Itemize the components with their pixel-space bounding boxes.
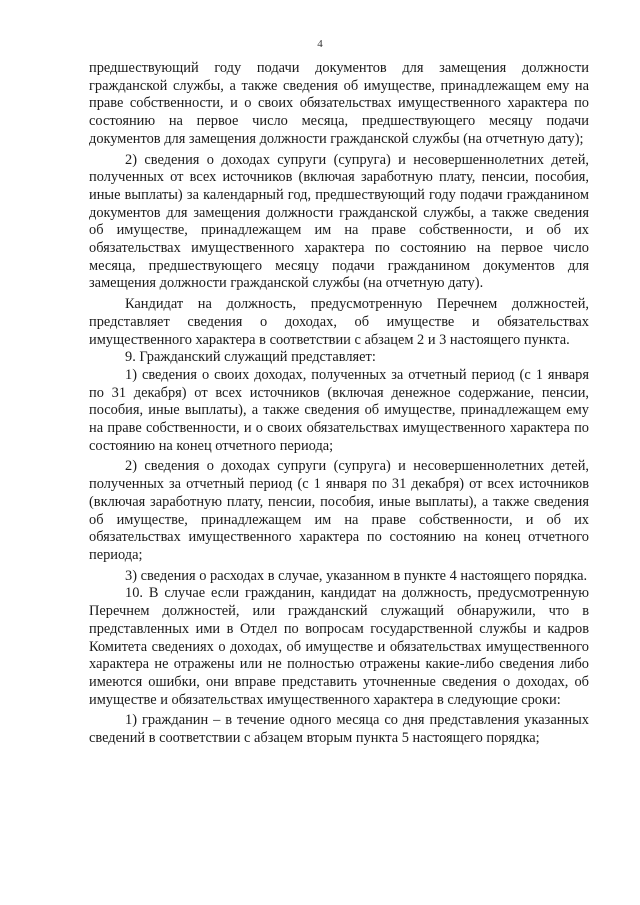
paragraph-section-9-heading: 9. Гражданский служащий представляет: — [125, 349, 376, 366]
paragraph-section-9-item-2: 2) сведения о доходах супруги (супруга) и несовершеннолетних детей, полученных за отчетный период (с 1 января по 31 декабря) от всех источников (включая заработную плату, пенсии, пособия, иные выплаты), а также сведения об имуществе, принадлежащем им на праве собственности, и об их обязательствах имущественного характера по состоянию на конец отчетного периода; — [89, 458, 589, 563]
paragraph-section-10-item-1: 1) гражданин – в течение одного месяца со дня представления указанных сведений в соответствии с абзацем вторым пункта 5 настоящего порядка; — [89, 712, 589, 747]
paragraph-section-9-item-3: 3) сведения о расходах в случае, указанном в пункте 4 настоящего порядка. — [125, 567, 588, 584]
paragraph-item-2-spouse-income: 2) сведения о доходах супруги (супруга) и несовершеннолетних детей, полученных от всех источников (включая заработную плату, пенсии, пособия, иные выплаты) за календарный год, предшествующий году подачи гражданином документов для замещения должности гражданской службы, а также сведения об имуществе, принадлежащем им на праве собственности, и об их обязательствах имущественного характера по состоянию на первое число месяца, предшествующего месяцу подачи гражданином документов для замещения должности гражданской службы (на отчетную дату). — [89, 151, 589, 292]
paragraph-candidate-submission: Кандидат на должность, предусмотренную Перечнем должностей, представляет сведения о доходах, об имуществе и обязательствах имущественного характера в соответствии с абзацем 2 и 3 настоящего пункта. — [89, 296, 589, 348]
page-number: 4 — [317, 38, 323, 50]
document-body — [89, 60, 589, 748]
paragraph-section-9-item-1: 1) сведения о своих доходах, полученных за отчетный период (с 1 января по 31 декабря) от всех источников (включая денежное содержание, пенсии, пособия, иные выплаты), а также сведения об имуществе, принадлежащем ему на праве собственности, и о своих обязательствах имущественного характера по состоянию на конец отчетного периода; — [89, 366, 589, 454]
paragraph-continuation: предшествующий году подачи документов для замещения должности гражданской службы, а также сведения об имуществе, принадлежащем ему на праве собственности, и о своих обязательствах имущественного характера по состоянию на первое число месяца, предшествующего месяцу подачи документов для замещения должности гражданской службы (на отчетную дату); — [89, 60, 589, 147]
paragraph-section-10: 10. В случае если гражданин, кандидат на должность, предусмотренную Перечнем должностей, или гражданский служащий обнаружили, что в представленных ими в Отдел по вопросам государственной службы и кадров Комитета сведениях о доходах, об имуществе и обязательствах имущественного характера не отражены или не полностью отражены какие-либо сведения либо имеются ошибки, они вправе представить уточненные сведения о доходах, об имуществе и обязательствах имущественного характера в следующие сроки: — [89, 585, 589, 708]
